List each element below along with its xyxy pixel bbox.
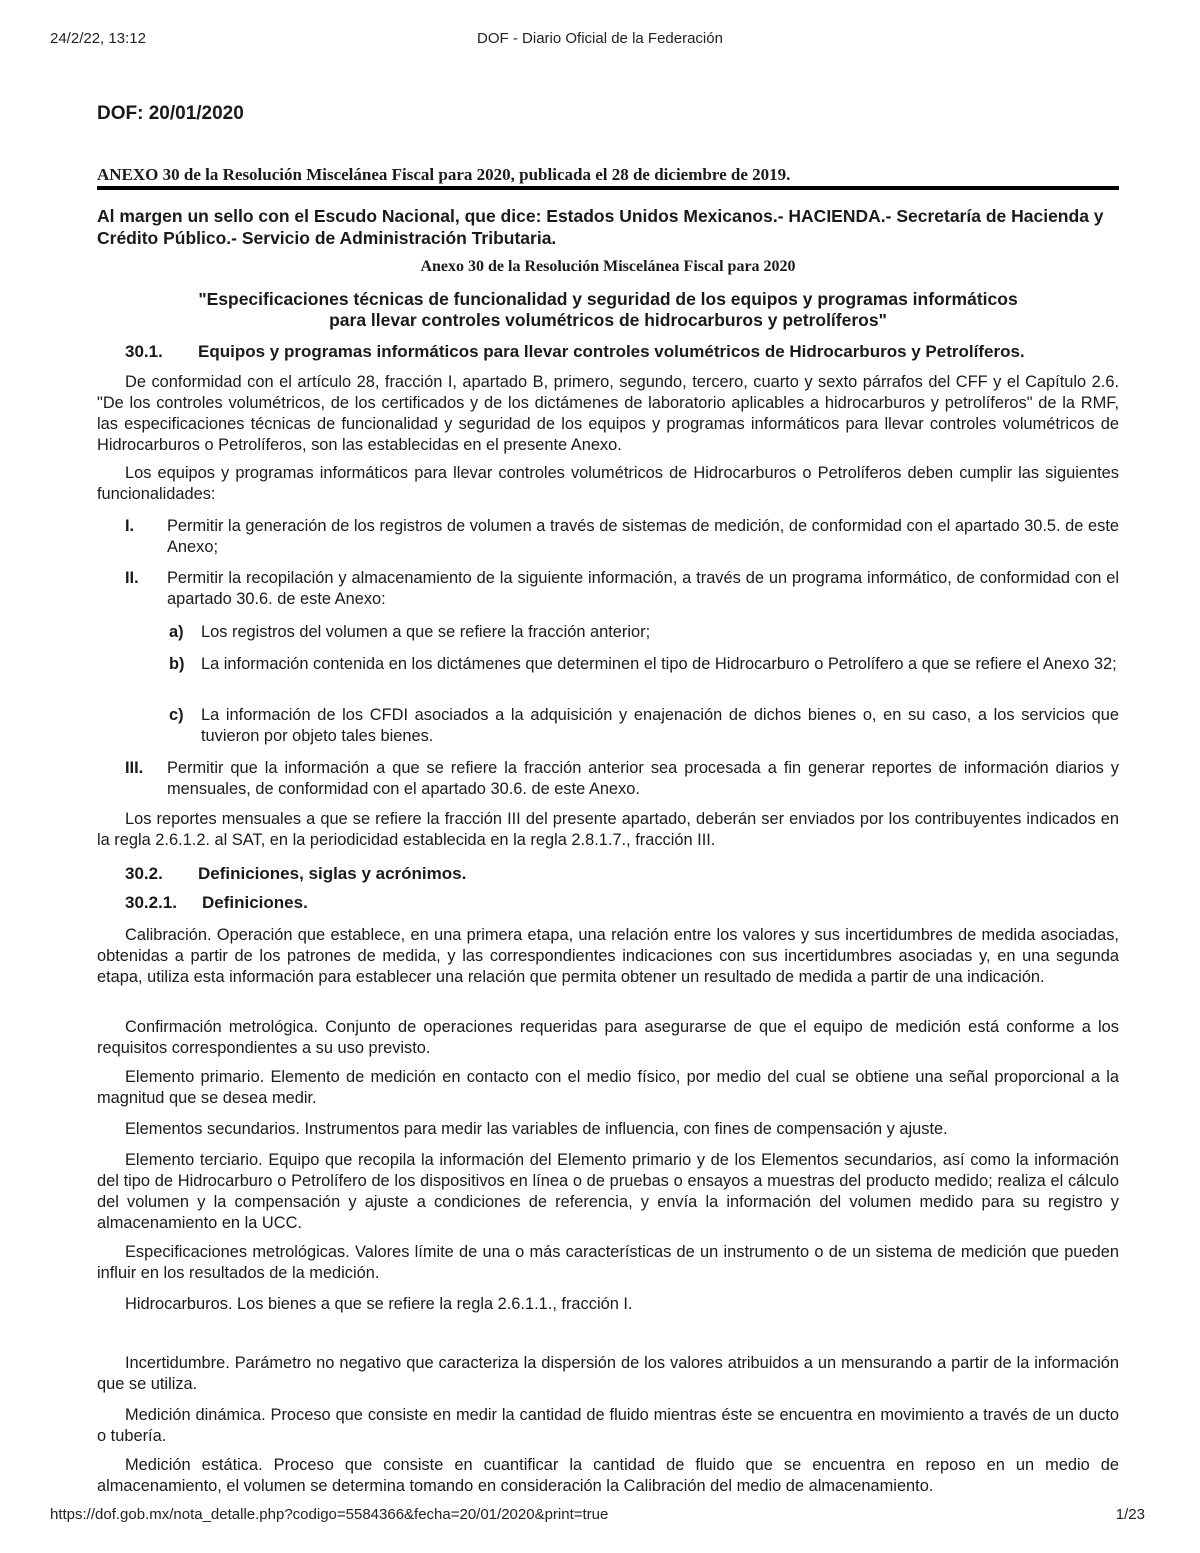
list-item-text: Permitir que la información a que se refiere la fracción anterior sea procesada a fin generar reportes de información diarios y mensuales, de conformidad con el apartado 30.6. de este Anexo.	[167, 759, 1119, 798]
dof-date: DOF: 20/01/2020	[97, 103, 244, 124]
document-quote-title	[97, 289, 1119, 331]
definition-especificaciones-metrologicas: Especificaciones metrológicas. Valores límite de una o más características de un instrumento o de un sistema de medición que pueden influir en los resultados de la medición.	[97, 1243, 1119, 1282]
section-number: 30.2.1.	[125, 893, 177, 912]
list-item-text: La información contenida en los dictámenes que determinen el tipo de Hidrocarburo o Petrolífero a que se refiere el Anexo 32;	[201, 655, 1117, 673]
quote-title-line-1: "Especificaciones técnicas de funcionalidad y seguridad de los equipos y programas informáticos	[198, 289, 1018, 309]
list-item-text: Permitir la generación de los registros de volumen a través de sistemas de medición, de conformidad con el apartado 30.5. de este Anexo;	[167, 517, 1119, 556]
list-marker: c)	[169, 706, 184, 724]
section-number: 30.1.	[125, 342, 163, 361]
section-number: 30.2.	[125, 864, 163, 883]
title-divider	[97, 186, 1119, 190]
print-datetime: 24/2/22, 13:12	[50, 30, 146, 47]
paragraph-conformidad: De conformidad con el artículo 28, fracción I, apartado B, primero, segundo, tercero, cuarto y sexto párrafos del CFF y el Capítulo 2.6. "De los controles volumétricos, de los certificados y de los dictámenes de laboratorio aplicables a hidrocarburos y petrolíferos" de la RMF, las especificaciones técnicas de funcionalidad y seguridad de los equipos y programas informáticos para llevar controles volumétricos de Hidrocarburos o Petrolíferos, son las establecidas en el presente Anexo.	[97, 373, 1119, 454]
definition-elemento-primario: Elemento primario. Elemento de medición en contacto con el medio físico, por medio del cual se obtiene una señal proporcional a la magnitud que se desea medir.	[97, 1068, 1119, 1107]
list-item-text: La información de los CFDI asociados a la adquisición y enajenación de dichos bienes o, en su caso, a los servicios que tuvieron por objeto tales bienes.	[201, 706, 1119, 745]
page-counter: 1/23	[1115, 1506, 1145, 1523]
definition-medicion-estatica: Medición estática. Proceso que consiste en cuantificar la cantidad de fluido que se encuentra en reposo en un medio de almacenamiento, el volumen se determina tomando en consideración la Calibración del medio de almacenamiento.	[97, 1456, 1119, 1495]
print-page-title: DOF - Diario Oficial de la Federación	[477, 30, 723, 47]
anexo-title: ANEXO 30 de la Resolución Miscelánea Fiscal para 2020, publicada el 28 de diciembre de 2019.	[97, 165, 791, 184]
section-title: Definiciones.	[202, 893, 308, 912]
definition-incertidumbre: Incertidumbre. Parámetro no negativo que caracteriza la dispersión de los valores atribuidos a un mensurando a partir de la información que se utiliza.	[97, 1354, 1119, 1393]
quote-title-line-2: para llevar controles volumétricos de hidrocarburos y petrolíferos"	[329, 310, 887, 330]
section-title: Definiciones, siglas y acrónimos.	[198, 864, 467, 883]
definition-elementos-secundarios: Elementos secundarios. Instrumentos para medir las variables de influencia, con fines de compensación y ajuste.	[125, 1120, 948, 1138]
paragraph-funcionalidades: Los equipos y programas informáticos para llevar controles volumétricos de Hidrocarburos o Petrolíferos deben cumplir las siguientes funcionalidades:	[97, 464, 1119, 503]
list-marker: a)	[169, 623, 184, 641]
list-item-text: Los registros del volumen a que se refiere la fracción anterior;	[201, 623, 651, 641]
list-marker: b)	[169, 655, 185, 673]
paragraph-reportes: Los reportes mensuales a que se refiere la fracción III del presente apartado, deberán ser enviados por los contribuyentes indicados en la regla 2.6.1.2. al SAT, en la periodicidad establecida en la regla 2.8.1.7., fracción III.	[97, 810, 1119, 849]
list-item-text: Permitir la recopilación y almacenamiento de la siguiente información, a través de un programa informático, de conformidad con el apartado 30.6. de este Anexo:	[167, 569, 1119, 608]
list-marker: II.	[125, 569, 139, 587]
definition-confirmacion-metrologica: Confirmación metrológica. Conjunto de operaciones requeridas para asegurarse de que el equipo de medición está conforme a los requisitos correspondientes a su uso previsto.	[97, 1018, 1119, 1057]
print-url: https://dof.gob.mx/nota_detalle.php?codigo=5584366&fecha=20/01/2020&print=true	[50, 1506, 609, 1523]
definition-elemento-terciario: Elemento terciario. Equipo que recopila la información del Elemento primario y de los Elementos secundarios, así como la información del tipo de Hidrocarburo o Petrolífero de los dispositivos en línea o de pruebas o ensayos a muestras del producto medido; realiza el cálculo del volumen y la compensación y ajuste a condiciones de referencia, y envía la información del volumen medido para su registro y almacenamiento en la UCC.	[97, 1151, 1119, 1232]
section-title: Equipos y programas informáticos para llevar controles volumétricos de Hidrocarburos y Petrolíferos.	[198, 342, 1025, 361]
list-marker: I.	[125, 517, 135, 535]
seal-notice: Al margen un sello con el Escudo Nacional, que dice: Estados Unidos Mexicanos.- HACIENDA.- Secretaría de Hacienda y Crédito Público.- Servicio de Administración Tributaria.	[97, 206, 1104, 248]
list-marker: III.	[125, 759, 144, 777]
definition-medicion-dinamica: Medición dinámica. Proceso que consiste en medir la cantidad de fluido mientras éste se encuentra en movimiento a través de un ducto o tubería.	[97, 1406, 1119, 1445]
anexo-subtitle: Anexo 30 de la Resolución Miscelánea Fiscal para 2020	[420, 258, 796, 275]
definition-calibracion: Calibración. Operación que establece, en una primera etapa, una relación entre los valores y sus incertidumbres de medida asociadas, obtenidas a partir de los patrones de medida, y las correspondientes indicaciones con sus incertidumbres asociadas y, en una segunda etapa, utiliza esta información para establecer una relación que permita obtener un resultado de medida a partir de una indicación.	[97, 926, 1119, 986]
definition-hidrocarburos: Hidrocarburos. Los bienes a que se refiere la regla 2.6.1.1., fracción I.	[125, 1295, 633, 1313]
